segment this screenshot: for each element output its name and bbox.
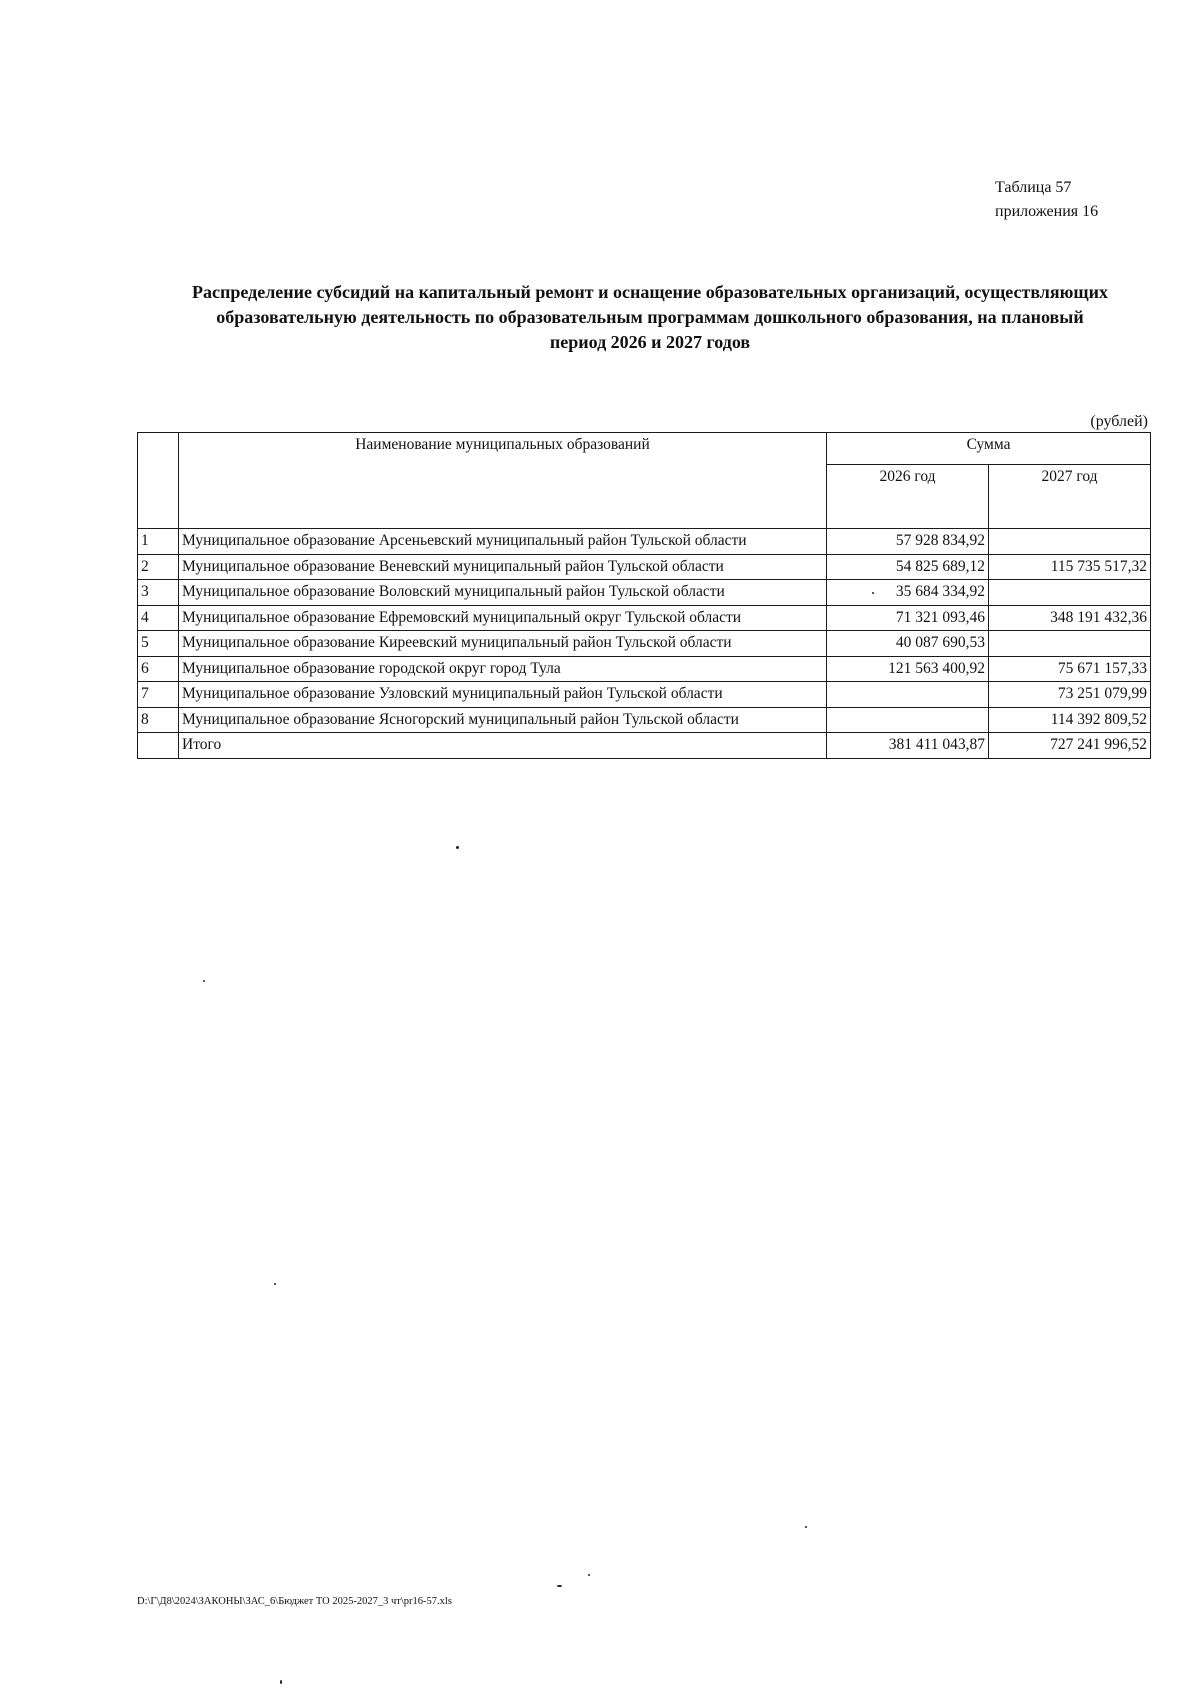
municipality-name: Муниципальное образование Веневский муниципальный район Тульской области <box>179 554 827 580</box>
row-number: 7 <box>138 682 179 708</box>
municipality-name: Муниципальное образование Арсеньевский муниципальный район Тульской области <box>179 529 827 555</box>
currency-unit: (рублей) <box>1090 413 1148 430</box>
header-year-2026: 2026 год <box>827 465 989 529</box>
row-number: 3 <box>138 580 179 606</box>
table-row <box>138 580 1151 606</box>
amount-2027 <box>989 631 1151 657</box>
header-sum: Сумма <box>827 433 1151 465</box>
municipality-name: Муниципальное образование Ясногорский муниципальный район Тульской области <box>179 707 827 733</box>
row-number: 1 <box>138 529 179 555</box>
table-row <box>138 631 1151 657</box>
table-row <box>138 554 1151 580</box>
scan-speck <box>280 1680 282 1684</box>
municipality-name: Муниципальное образование Ефремовский муниципальный округ Тульской области <box>179 605 827 631</box>
header-year-2027: 2027 год <box>989 465 1151 529</box>
table-number-label: Таблица 57 <box>995 179 1072 196</box>
municipality-name: Муниципальное образование Воловский муниципальный район Тульской области <box>179 580 827 606</box>
amount-2027: 75 671 157,33 <box>989 656 1151 682</box>
amount-2027 <box>989 529 1151 555</box>
header-number-cell <box>138 433 179 529</box>
subsidy-table <box>137 432 1151 759</box>
scan-speck <box>872 592 874 594</box>
amount-2026 <box>827 707 989 733</box>
municipality-name: Муниципальное образование Киреевский муниципальный район Тульской области <box>179 631 827 657</box>
table-row <box>138 707 1151 733</box>
amount-2026: 35 684 334,92 <box>895 583 985 601</box>
amount-2026-cell <box>827 580 989 606</box>
amount-2026: 54 825 689,12 <box>827 554 989 580</box>
document-title <box>130 280 1170 355</box>
row-number: 6 <box>138 656 179 682</box>
amount-2027: 73 251 079,99 <box>989 682 1151 708</box>
file-path-footer: D:\Г\Д8\2024\ЗАКОНЫ\ЗАС_6\Бюджет ТО 2025-2027_3 чт\pr16-57.xls <box>137 1596 452 1607</box>
table-row <box>138 656 1151 682</box>
amount-2027: 348 191 432,36 <box>989 605 1151 631</box>
row-number <box>138 733 179 759</box>
amount-2026: 121 563 400,92 <box>827 656 989 682</box>
header-municipality-name: Наименование муниципальных образований <box>179 433 827 529</box>
title-line-1: Распределение субсидий на капитальный ремонт и оснащение образовательных организаций, осуществляющих <box>192 282 1108 302</box>
amount-2026: 71 321 093,46 <box>827 605 989 631</box>
title-line-2: образовательную деятельность по образовательным программам дошкольного образования, на плановый <box>216 307 1084 327</box>
total-row <box>138 733 1151 759</box>
table-reference <box>995 176 1098 224</box>
row-number: 5 <box>138 631 179 657</box>
table-row <box>138 682 1151 708</box>
scan-speck <box>456 846 459 849</box>
amount-2027: 115 735 517,32 <box>989 554 1151 580</box>
municipality-name: Муниципальное образование Узловский муниципальный район Тульской области <box>179 682 827 708</box>
row-number: 2 <box>138 554 179 580</box>
municipality-name: Муниципальное образование городской округ город Тула <box>179 656 827 682</box>
row-number: 8 <box>138 707 179 733</box>
amount-2027: 114 392 809,52 <box>989 707 1151 733</box>
amount-2026: 40 087 690,53 <box>827 631 989 657</box>
table-row <box>138 529 1151 555</box>
amount-2027 <box>989 580 1151 606</box>
title-line-3: период 2026 и 2027 годов <box>549 332 751 352</box>
total-label: Итого <box>179 733 827 759</box>
total-2026: 381 411 043,87 <box>827 733 989 759</box>
appendix-label: приложения 16 <box>995 203 1099 220</box>
scan-speck <box>274 1283 276 1285</box>
scan-speck <box>203 980 205 982</box>
scan-speck <box>805 1526 807 1528</box>
row-number: 4 <box>138 605 179 631</box>
total-2027: 727 241 996,52 <box>989 733 1151 759</box>
scan-speck <box>557 1585 562 1587</box>
table-row <box>138 605 1151 631</box>
amount-2026 <box>827 682 989 708</box>
scan-speck <box>588 1574 590 1576</box>
amount-2026: 57 928 834,92 <box>827 529 989 555</box>
